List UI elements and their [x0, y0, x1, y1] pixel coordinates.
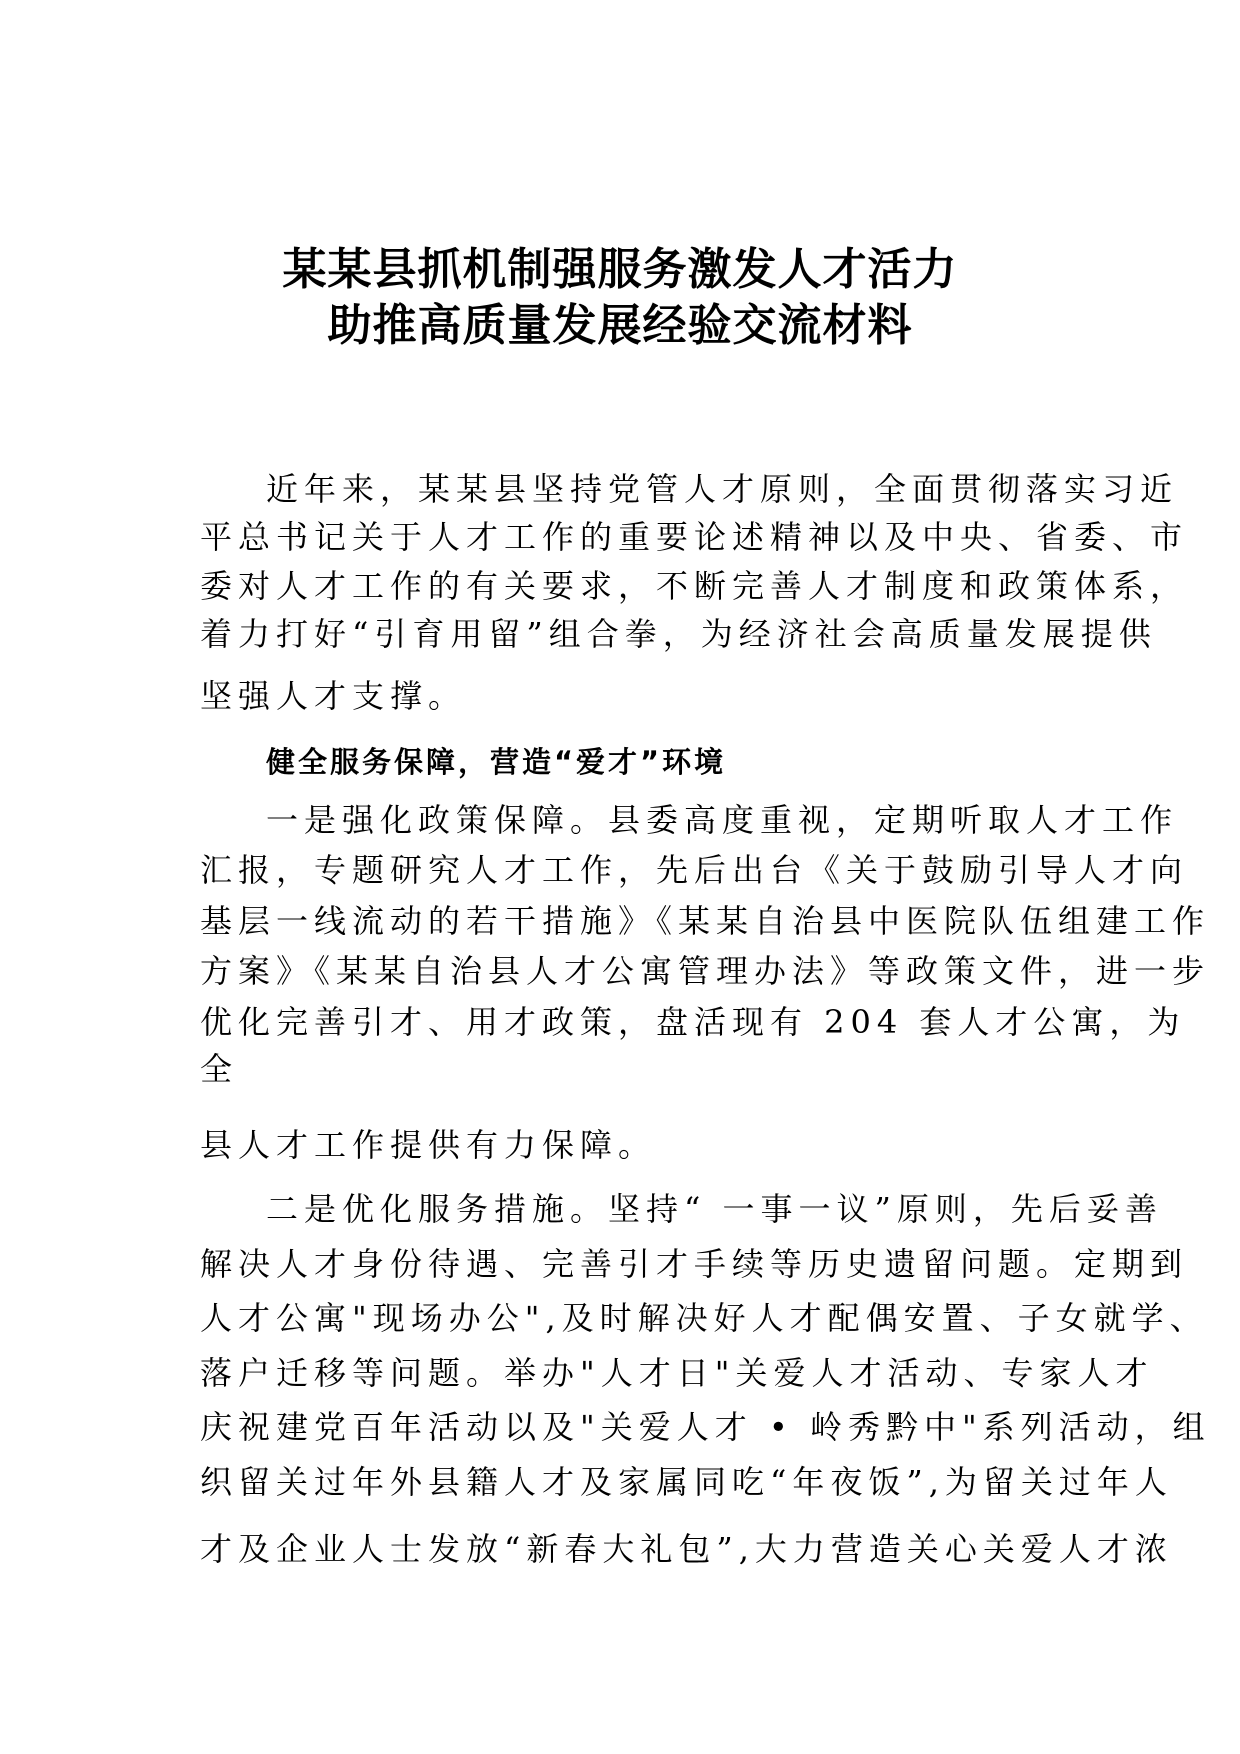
paragraph-line: 汇报，专题研究人才工作，先后出台《关于鼓励引导人才向 — [200, 851, 1189, 889]
paragraph-line: 县人才工作提供有力保障。 — [200, 1126, 657, 1164]
paragraph-line: 方案》《某某自治县人才公寓管理办法》等政策文件，进一步 — [200, 952, 1211, 990]
paragraph-line: 基层一线流动的若干措施》《某某自治县中医院队伍组建工作 — [200, 902, 1211, 940]
intro-line: 近年来，某某县坚持党管人才原则，全面贯彻落实习近 — [266, 470, 1179, 508]
section-heading: 健全服务保障，营造“爱才”环境 — [266, 745, 727, 779]
paragraph-line: 庆祝建党百年活动以及"关爱人才 • 岭秀黔中"系列活动，组 — [200, 1408, 1211, 1446]
paragraph-line: 人才公寓"现场办公",及时解决好人才配偶安置、子女就学、 — [200, 1299, 1208, 1337]
intro-line: 坚强人才支撑。 — [200, 677, 467, 715]
intro-line: 着力打好“引育用留”组合拳，为经济社会高质量发展提供 — [200, 615, 1157, 653]
document-title-line-2: 助推高质量发展经验交流材料 — [327, 300, 913, 351]
paragraph-line: 落户迁移等问题。举办"人才日"关爱人才活动、专家人才 — [200, 1354, 1154, 1392]
intro-line: 委对人才工作的有关要求，不断完善人才制度和政策体系， — [200, 567, 1189, 605]
paragraph-line: 织留关过年外县籍人才及家属同吃“年夜饭”,为留关过年人 — [200, 1463, 1173, 1501]
paragraph-line: 解决人才身份待遇、完善引才手续等历史遗留问题。定期到 — [200, 1245, 1189, 1283]
document-title-line-1: 某某县抓机制强服务激发人才活力 — [282, 244, 958, 295]
paragraph-line: 全 — [200, 1050, 239, 1088]
intro-line: 平总书记关于人才工作的重要论述精神以及中央、省委、市 — [200, 518, 1189, 556]
paragraph-line: 一是强化政策保障。县委高度重视，定期听取人才工作 — [266, 801, 1179, 839]
paragraph-line: 优化完善引才、用才政策，盘活现有 204 套人才公寓，为 — [200, 1003, 1186, 1041]
paragraph-line: 二是优化服务措施。坚持“ 一事一议”原则，先后妥善 — [266, 1190, 1163, 1228]
paragraph-line: 才及企业人士发放“新春大礼包”,大力营造关心关爱人才浓 — [200, 1530, 1173, 1568]
